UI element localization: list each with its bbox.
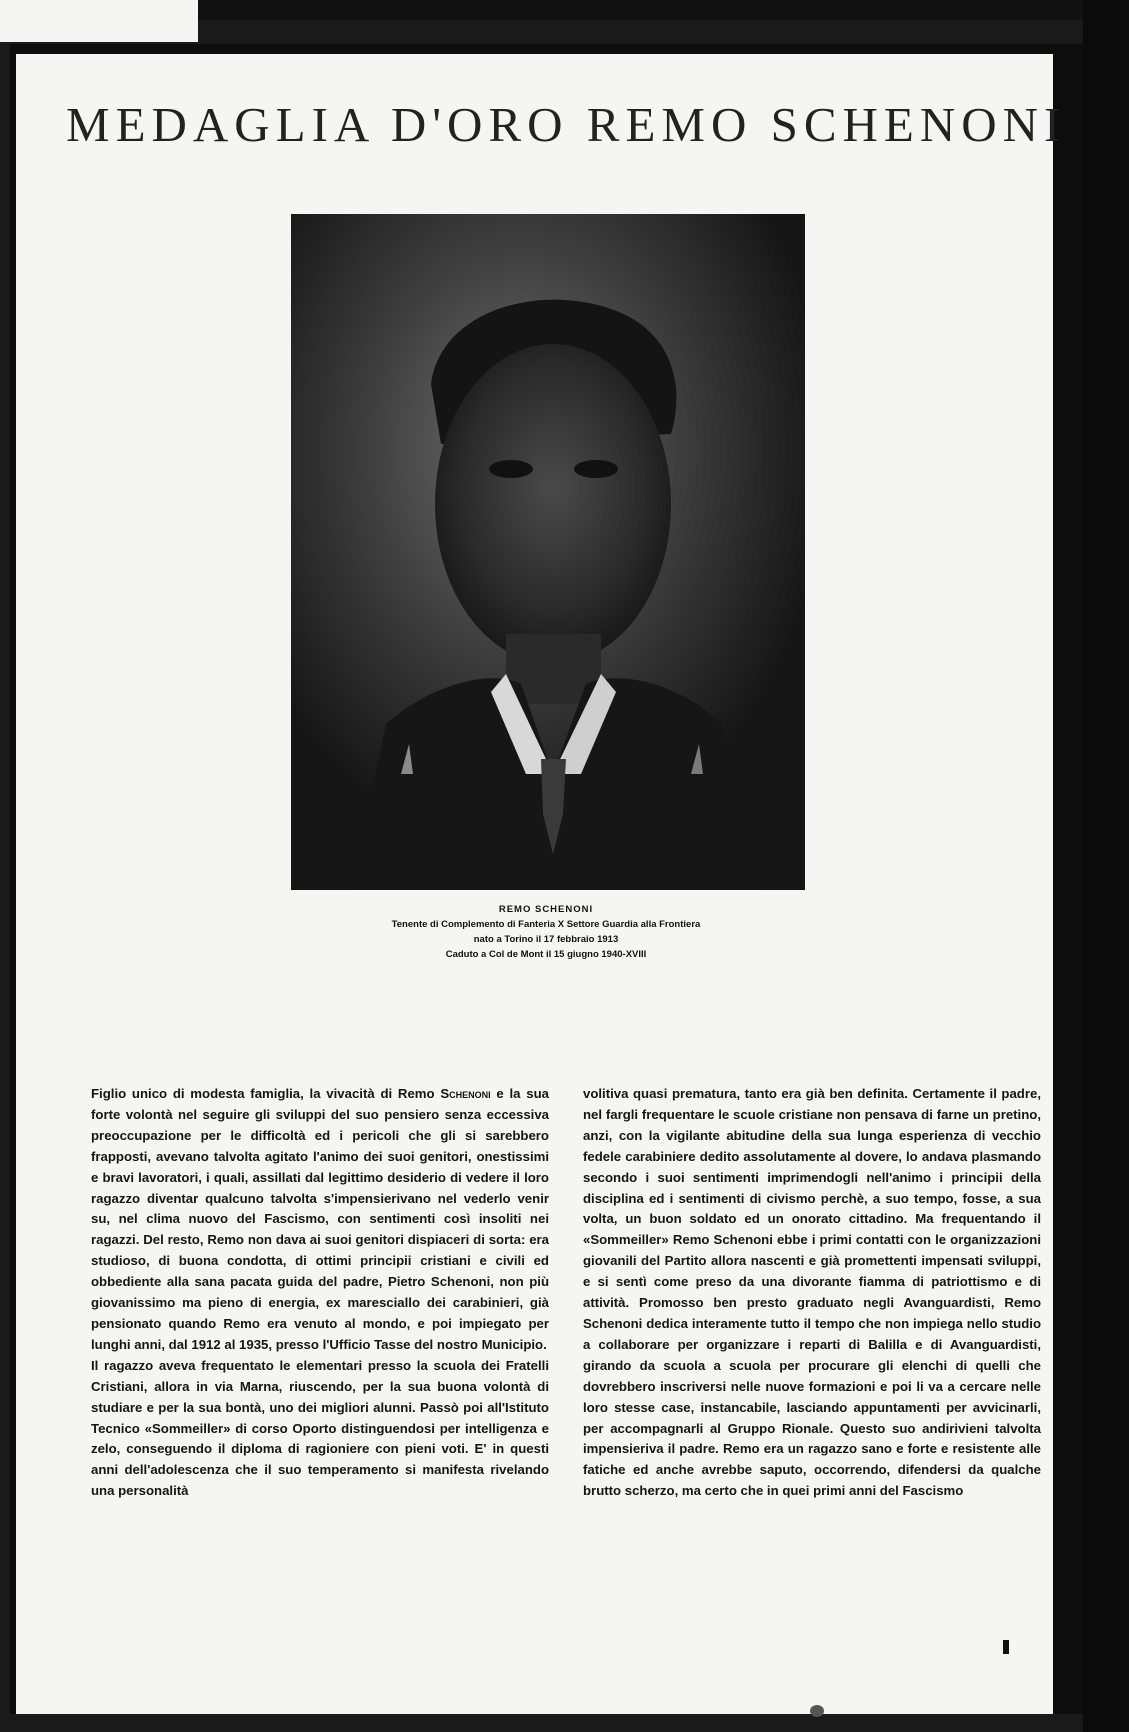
page-title: MEDAGLIA D'ORO REMO SCHENONI [66,97,1067,152]
paragraph: Il ragazzo aveva frequentato le elementari presso la scuola dei Fratelli Cristiani, allora in via Marna, riuscendo, per la sua buona volontà di studiare e per la sua bontà, uno dei migliori alunni. Passò poi all'Istituto Tecnico «Sommeiller» di corso Oporto distinguendosi per intelligenza e zelo, conseguendo il diploma di ragioniere con pieni voti. E' in questi anni dell'adolescenza che il suo temperamento si manifesta rivelando una personalità [91,1357,549,1499]
caption-birth: nato a Torino il 17 febbraio 1913 [473,934,619,945]
scan-top-strip [198,0,1129,20]
scan-right-edge [1083,0,1129,1732]
portrait-figure [291,214,805,890]
scan-smudge [810,1705,824,1717]
scan-corner [0,0,198,42]
caption-name: REMO SCHENONI [498,904,594,915]
column-left [91,1084,549,1502]
surname: Schenoni [440,1086,491,1101]
photo-caption [146,902,946,962]
article-columns [91,1084,1041,1502]
column-right [583,1084,1041,1502]
document-page [10,44,1083,1714]
paragraph-text: e la sua forte volontà nel seguire gli sviluppi del suo pensiero senza eccessiva preoccupazione per le difficoltà ed i pericoli che gli si sarebbero frapposti, avevano talvolta agitato l'animo dei suoi genitori, onestissimi e bravi lavoratori, i quali, assillati dal legittimo desiderio di vedere il loro ragazzo diventar qualcuno talvolta s'impensierivano nel vederlo venir su, nel clima nuovo del Fascismo, con sentimenti così insoliti nei ragazzi. Del resto, Remo non dava ai suoi genitori dispiaceri di sorta: era studioso, di buona condotta, di ottimi principii cristiani e civili ed obbediente alla sana pacata guida del padre, Pietro Schenoni, non più giovanissimo ma pieno di energia, ex maresciallo dei carabinieri, già pensionato quando Remo era venuto al mondo, e poi impiegato per lunghi anni, dal 1912 al 1935, presso l'Ufficio Tasse del nostro Municipio. [91,1086,549,1352]
paragraph: volitiva quasi prematura, tanto era già ben definita. Certamente il padre, nel fargli frequentare le scuole cristiane non pensava di farne un pretino, anzi, con la vigilante abitudine della sua lunga esperienza di vecchio fedele carabiniere dedito assolutamente al dovere, lo andava plasmando secondo i suoi sentimenti imprimendogli nell'animo i principii della disciplina ed i sentimenti di civismo perchè, a suo tempo, fosse, a sua volta, un buon soldato ed un onorato cittadino. Ma frequentando il «Sommeiller» Remo Schenoni ebbe i primi contatti con le organizzazioni giovanili del Partito allora nascenti e già promettenti impensati sviluppi, e si sentì come preso da una divorante fiamma di patriottismo e di attività. Promosso ben presto graduato negli Avanguardisti, Remo Schenoni dedica interamente tutto il tempo che non impiega nello studio a collaborare per organizzare i reparti di Balilla e di Avanguardisti, girando da scuola a scuola per procurare gli elenchi di quelli che dovrebbero inscriversi nelle nuove formazioni e poi li va a cercare nelle loro stesse case, instancabile, lasciando appuntamenti per avvicinarli, per accompagnarli al Gruppo Rionale. Questo suo andirivieni talvolta impensieriva il padre. Remo era un ragazzo sano e forte e resistente alle fatiche ed anche avrebbe saputo, occorrendo, difendersi da qualche brutto scherzo, ma certo che in quei primi anni del Fascismo [583,1086,1041,1499]
paragraph [91,1084,549,1356]
page-mark [1003,1640,1009,1654]
caption-rank: Tenente di Complemento di Fanteria X Settore Guardia alla Frontiera [391,919,701,930]
caption-death: Caduto a Col de Mont il 15 giugno 1940-XVIII [445,949,647,960]
paragraph-text: Figlio unico di modesta famiglia, la vivacità di Remo [91,1086,435,1101]
portrait-photo [291,214,805,890]
